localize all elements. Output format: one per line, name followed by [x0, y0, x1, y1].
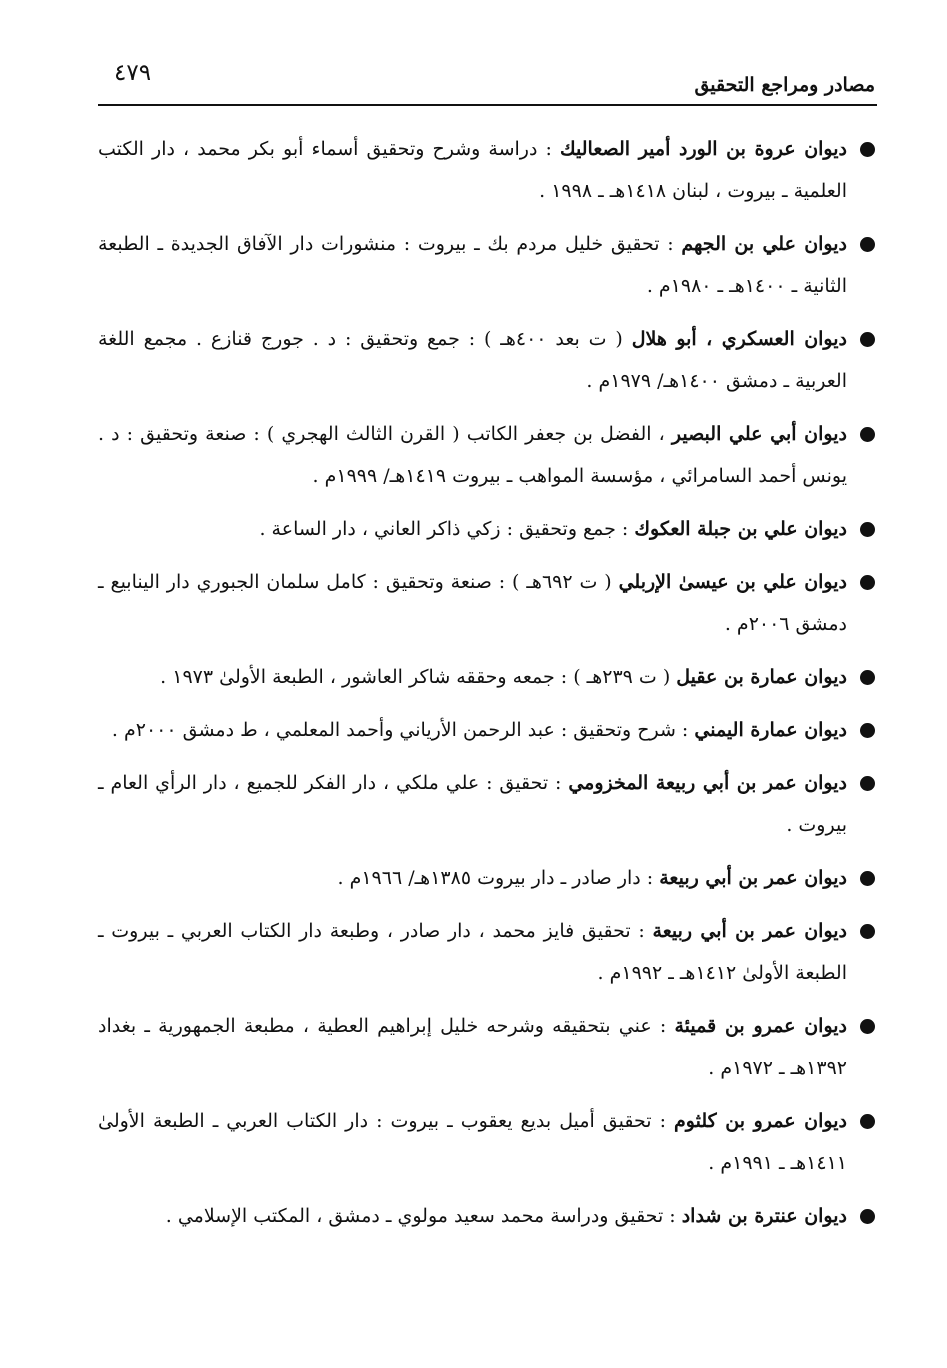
- entry-title: ديوان العسكري ، أبو هلال: [631, 328, 847, 350]
- bullet-icon: [860, 1114, 875, 1129]
- bullet-icon: [860, 1019, 875, 1034]
- entry-title: ديوان عمارة اليمني: [694, 719, 847, 741]
- entry-title: ديوان عنترة بن شداد: [681, 1205, 847, 1227]
- entry-title: ديوان عمرو بن قميئة: [674, 1015, 848, 1037]
- header-rule: [98, 104, 877, 106]
- bibliography-entry: [98, 413, 875, 497]
- bullet-icon: [860, 670, 875, 685]
- bullet-icon: [860, 723, 875, 738]
- entry-title: ديوان علي بن جبلة العكوك: [634, 518, 847, 540]
- entry-text: : عني بتحقيقه وشرحه خليل إبراهيم العطية ، مطبعة الجمهورية ـ بغداد ١٣٩٢هـ ـ ١٩٧٢م .: [98, 1015, 847, 1079]
- entry-text: ( ت ٦٩٢هـ ) : صنعة وتحقيق : كامل سلمان الجبوري دار الينابيع ـ دمشق ٢٠٠٦م .: [98, 571, 847, 635]
- entry-title: ديوان عمر بن أبي ربيعة المخزومي: [568, 772, 847, 794]
- entry-title: ديوان عمارة بن عقيل: [676, 666, 847, 688]
- bullet-icon: [860, 1209, 875, 1224]
- bullet-icon: [860, 332, 875, 347]
- bibliography-entry: [98, 128, 875, 212]
- bullet-icon: [860, 522, 875, 537]
- bibliography-entry: [98, 762, 875, 846]
- entry-text: : تحقيق خليل مردم بك ـ بيروت : منشورات دار الآفاق الجديدة ـ الطبعة الثانية ـ ١٤٠٠هـ ـ ١٩٨٠م .: [98, 233, 847, 297]
- bullet-icon: [860, 871, 875, 886]
- bibliography-entry: [98, 709, 875, 751]
- bibliography-entry: [98, 561, 875, 645]
- entry-title: ديوان علي بن الجهم: [681, 233, 847, 255]
- entry-text: : تحقيق فايز محمد ، دار صادر ، وطبعة دار الكتاب العربي ـ بيروت ـ الطبعة الأولىٰ ١٤١٢هـ ـ ١٩٩٢م .: [98, 920, 847, 984]
- entry-text: : تحقيق ودراسة محمد سعيد مولوي ـ دمشق ، المكتب الإسلامي .: [165, 1205, 682, 1227]
- bibliography-entry: [98, 318, 875, 402]
- bullet-icon: [860, 427, 875, 442]
- bullet-icon: [860, 924, 875, 939]
- bibliography-entry: [98, 223, 875, 307]
- entry-text: : دار صادر ـ دار بيروت ١٣٨٥هـ/ ١٩٦٦م .: [337, 867, 660, 889]
- bibliography-list: [98, 128, 875, 1248]
- running-title: مصادر ومراجع التحقيق: [694, 74, 875, 96]
- entry-text: : تحقيق : علي ملكي ، دار الفكر للجميع ، دار الرأي العام ـ بيروت .: [98, 772, 847, 836]
- entry-title: ديوان عمر بن أبي ربيعة: [652, 920, 848, 942]
- bullet-icon: [860, 237, 875, 252]
- bibliography-entry: [98, 508, 875, 550]
- entry-title: ديوان عروة بن الورد أمير الصعاليك: [560, 138, 847, 160]
- bibliography-entry: [98, 910, 875, 994]
- entry-title: ديوان أبي علي البصير: [671, 423, 847, 445]
- bibliography-entry: [98, 857, 875, 899]
- page-header: [100, 60, 875, 98]
- entry-text: : شرح وتحقيق : عبد الرحمن الأرياني وأحمد المعلمي ، ط دمشق ٢٠٠٠م .: [111, 719, 695, 741]
- entry-title: ديوان عمر بن أبي ربيعة: [659, 867, 847, 889]
- entry-text: : تحقيق أميل بديع يعقوب ـ بيروت : دار الكتاب العربي ـ الطبعة الأولىٰ ١٤١١هـ ـ ١٩٩١م .: [98, 1110, 847, 1174]
- entry-title: ديوان عمرو بن كلثوم: [674, 1110, 847, 1132]
- bibliography-entry: [98, 1100, 875, 1184]
- bullet-icon: [860, 142, 875, 157]
- bullet-icon: [860, 575, 875, 590]
- bibliography-entry: [98, 1005, 875, 1089]
- entry-text: ( ت ٢٣٩هـ ) : جمعه وحققه شاكر العاشور ، الطبعة الأولىٰ ١٩٧٣ .: [160, 666, 677, 688]
- entry-text: : جمع وتحقيق : زكي ذاكر العاني ، دار الساعة .: [259, 518, 635, 540]
- page-number: ٤٧٩: [114, 60, 152, 86]
- entry-text: ، الفضل بن جعفر الكاتب ( القرن الثالث الهجري ) : صنعة وتحقيق : د . يونس أحمد السامرائي ، مؤسسة المواهب ـ بيروت ١٤١٩هـ/ ١٩٩٩م .: [98, 423, 847, 487]
- bullet-icon: [860, 776, 875, 791]
- entry-title: ديوان علي بن عيسىٰ الإربلي: [618, 571, 847, 593]
- entry-text: ( ت بعد ٤٠٠هـ ) : جمع وتحقيق : د . جورج قنازع . مجمع اللغة العربية ـ دمشق ١٤٠٠هـ/ ١٩٧٩م .: [98, 328, 847, 392]
- bibliography-entry: [98, 1195, 875, 1237]
- entry-text: : دراسة وشرح وتحقيق أسماء أبو بكر محمد ، دار الكتب العلمية ـ بيروت ، لبنان ١٤١٨هـ ـ ١٩٩٨ .: [98, 138, 847, 202]
- bibliography-entry: [98, 656, 875, 698]
